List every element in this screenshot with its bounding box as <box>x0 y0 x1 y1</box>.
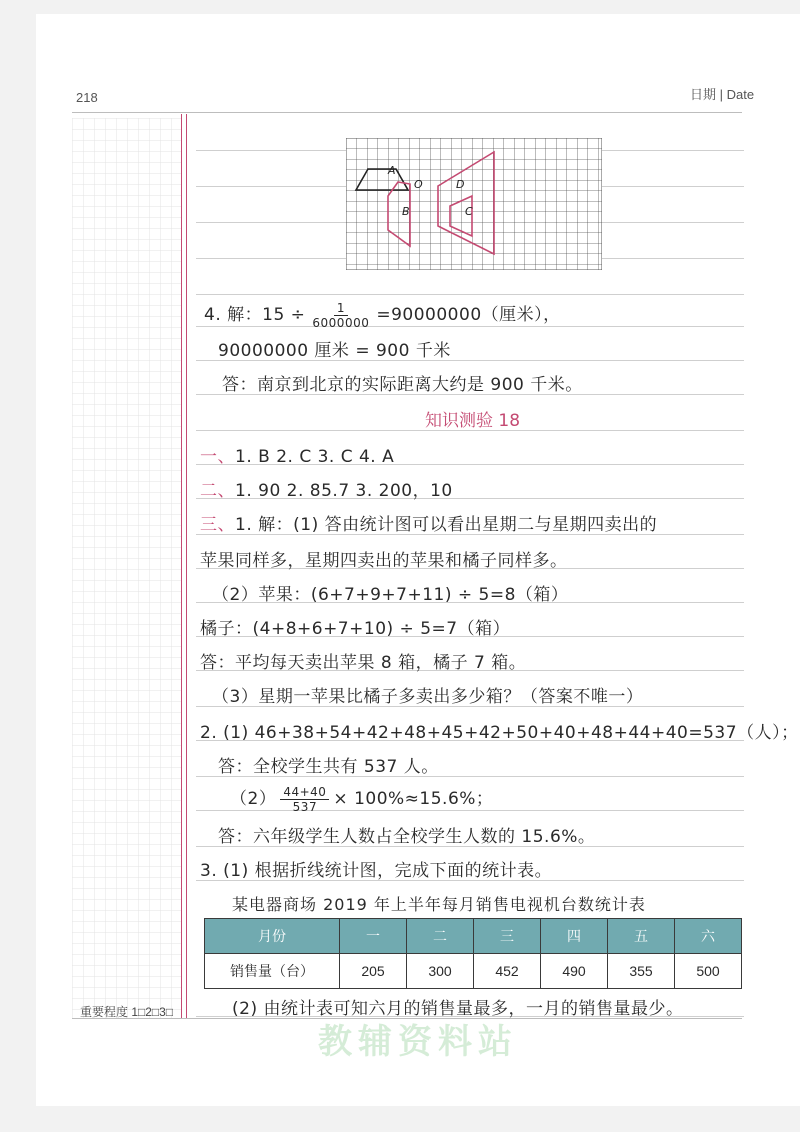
q3-line1: 3. (1) 根据折线统计图，完成下面的统计表。 <box>200 861 553 881</box>
part2-line: 二、1. 90 2. 85.7 3. 200，10 <box>200 481 453 501</box>
q2-line2: 答：全校学生共有 537 人。 <box>218 757 439 777</box>
importance-label: 重要程度 1□2□3□ <box>80 1005 174 1019</box>
value-cell: 490 <box>541 954 608 989</box>
part2-marker: 二、 <box>200 481 235 501</box>
fraction-84-over-537: $\frac{44+40}{537}$ <box>280 785 329 814</box>
part3-line1: 三、1. 解：(1) 答由统计图可以看出星期二与星期四卖出的 <box>200 515 658 535</box>
part3-line3: （2）苹果：(6+7+9+7+11) ÷ 5=8（箱） <box>212 585 569 605</box>
value-cell: 300 <box>407 954 474 989</box>
header-cell: 三 <box>474 919 541 954</box>
value-cell: 205 <box>340 954 407 989</box>
header-cell: 月份 <box>205 919 340 954</box>
table-header-row <box>205 919 742 954</box>
q2-line3: （2） $\frac{44+40}{537}$ × 100%≈15.6%； <box>230 784 494 814</box>
watermark: 教辅资料站 <box>318 1022 518 1062</box>
part3-line4: 橘子：(4+8+6+7+10) ÷ 5=7（箱） <box>200 619 511 639</box>
header-rule <box>72 112 742 113</box>
part3-line5: 答：平均每天卖出苹果 8 箱，橘子 7 箱。 <box>200 653 527 673</box>
margin-line-left <box>181 114 182 1018</box>
header-cell: 六 <box>675 919 742 954</box>
q2-line1: 2. (1) 46+38+54+42+48+45+42+50+40+48+44+40=537（人）； <box>200 723 799 743</box>
label-o: O <box>414 178 423 191</box>
problem4-answer: 答：南京到北京的实际距离大约是 900 千米。 <box>222 375 583 395</box>
label-c: C <box>465 205 473 218</box>
header-cell: 二 <box>407 919 474 954</box>
value-cell: 452 <box>474 954 541 989</box>
problem4-line1: 4. 解：15 ÷ $\frac{1}{6000000}$ =90000000（厘米）， <box>204 300 561 330</box>
margin-line-right <box>186 114 187 1018</box>
header-cell: 一 <box>340 919 407 954</box>
q3-line2: (2) 由统计表可知六月的销售量最多，一月的销售量最少。 <box>232 999 684 1019</box>
sales-table <box>204 918 742 989</box>
part3-line6: （3）星期一苹果比橘子多卖出多少箱？（答案不唯一） <box>212 687 644 707</box>
label-d: D <box>456 178 465 191</box>
grid-figure <box>346 138 602 270</box>
row-label-cell: 销售量（台） <box>205 954 340 989</box>
margin-grid <box>72 118 182 1018</box>
problem4-line2: 90000000 厘米 = 900 千米 <box>218 341 451 361</box>
table-title: 某电器商场 2019 年上半年每月销售电视机台数统计表 <box>232 895 646 914</box>
label-a: A <box>388 164 396 177</box>
date-label: 日期 | Date <box>690 87 755 102</box>
header-cell: 四 <box>541 919 608 954</box>
page-number: 218 <box>76 90 98 105</box>
q2-line4: 答：六年级学生人数占全校学生人数的 15.6%。 <box>218 827 596 847</box>
header-cell: 五 <box>608 919 675 954</box>
fraction-1-over-6000000: $\frac{1}{6000000}$ <box>312 300 370 330</box>
value-cell: 355 <box>608 954 675 989</box>
value-cell: 500 <box>675 954 742 989</box>
quiz-title: 知识测验 18 <box>425 411 521 431</box>
part3-line2: 苹果同样多，星期四卖出的苹果和橘子同样多。 <box>200 551 568 571</box>
table-row <box>205 954 742 989</box>
part3-marker: 三、 <box>200 515 235 535</box>
part1-line: 一、1. B 2. C 3. C 4. A <box>200 447 395 467</box>
part1-marker: 一、 <box>200 447 235 467</box>
label-b: B <box>402 205 410 218</box>
